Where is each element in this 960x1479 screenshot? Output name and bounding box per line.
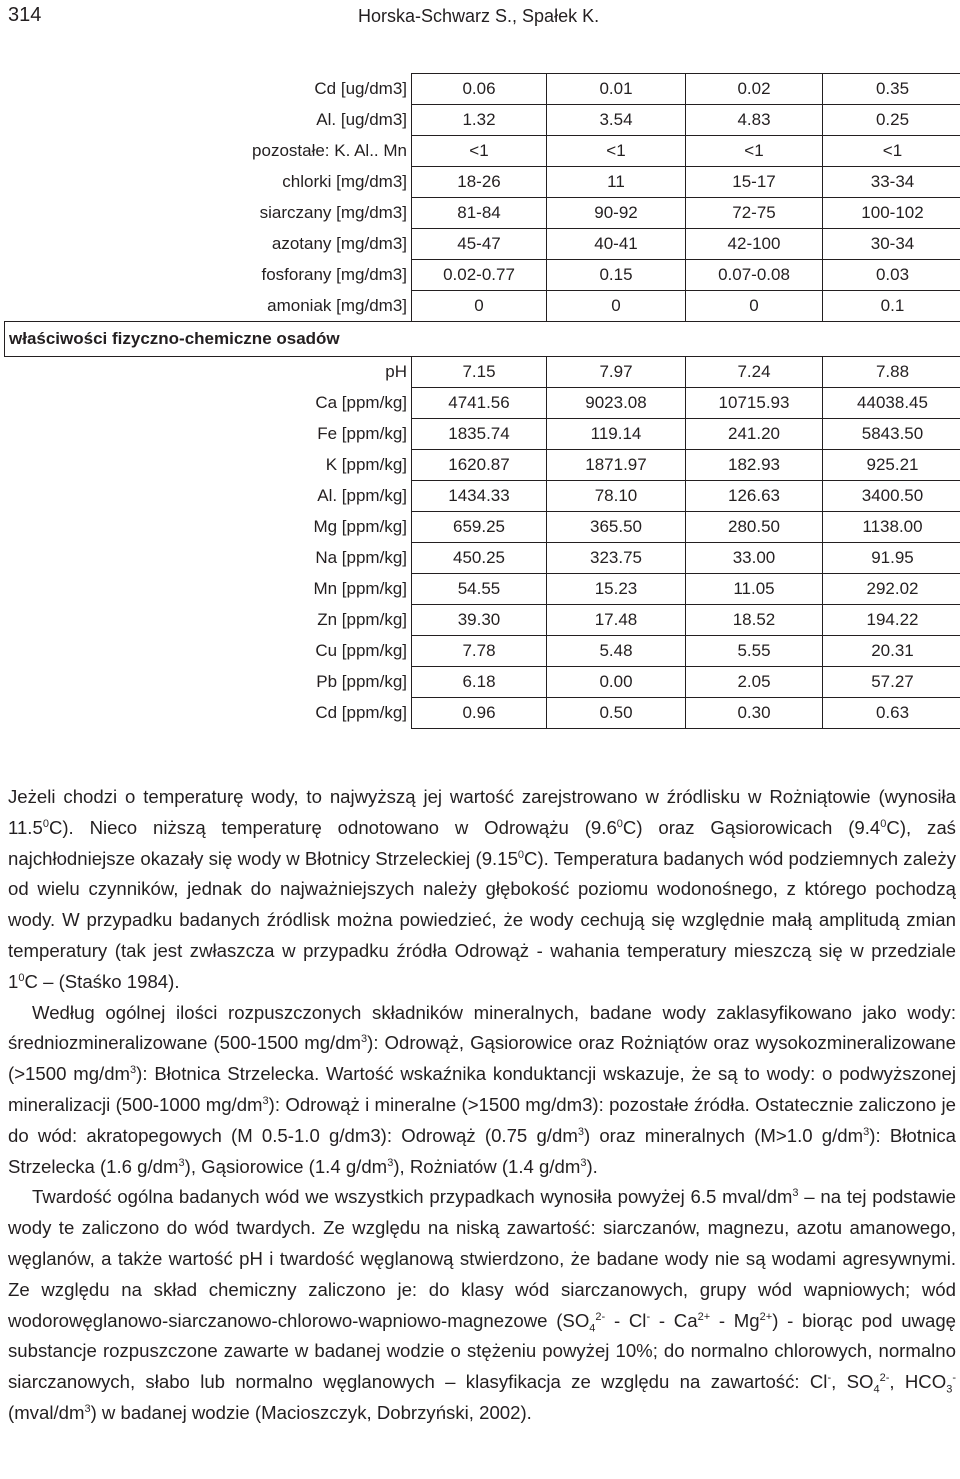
table-cell: 0.07-0.08 (686, 260, 823, 291)
table-cell: 4741.56 (412, 388, 547, 419)
table-cell: 20.31 (823, 636, 960, 667)
table-cell: 33.00 (686, 543, 823, 574)
table-cell: 15-17 (686, 167, 823, 198)
table-cell: 0.03 (823, 260, 960, 291)
table-cell: 2.05 (686, 667, 823, 698)
table-cell: 100-102 (823, 198, 960, 229)
running-head: Horska-Schwarz S., Spałek K. (358, 6, 600, 26)
table-cell: 0 (412, 291, 547, 322)
table-cell: 1138.00 (823, 512, 960, 543)
row-label: siarczany [mg/dm3] (5, 198, 412, 229)
page-number: 314 (8, 4, 42, 26)
table-cell: 659.25 (412, 512, 547, 543)
table-row (5, 357, 960, 388)
table-cell: 0 (686, 291, 823, 322)
section-title: właściwości fizyczno-chemiczne osadów (5, 322, 960, 357)
row-label: Zn [ppm/kg] (5, 605, 412, 636)
table-cell: 3.54 (547, 105, 686, 136)
table-cell: 9023.08 (547, 388, 686, 419)
table-row (5, 105, 960, 136)
paragraph-temperature: Jeżeli chodzi o temperaturę wody, to najwyższą jej wartość zarejstrowano w źródlisku w Rożniątowie (wynosiła 11.5$^0$C). Nieco niższą temperaturę odnotowano w Odrowążu $(9.6^0C)$ oraz Gąsiorowicach $(9.4^0C)$, zaś najchłodniejsze okazały się wody w Błotnicy Strzeleckiej (9.15$^0$C). Temperatura badanych wód podziemnych zależy od wielu czynników, jednak do najważniejszych należy głębokość poziomu wodonośnego, z którego pochodzą wody. W przypadku badanych źródlisk można powiedzieć, że wody cechują się względnie małą amplitudą zmian temperatury (tak jest zwłaszcza w przypadku źródła Odrowąż - wahania temperatury mieszczą się w przedziale $1^0C$ – (Staśko 1984). (8, 786, 956, 992)
table-cell: 39.30 (412, 605, 547, 636)
table-cell: 323.75 (547, 543, 686, 574)
table-cell: 0.30 (686, 698, 823, 729)
table-cell: 292.02 (823, 574, 960, 605)
table-cell: 119.14 (547, 419, 686, 450)
table-cell: 280.50 (686, 512, 823, 543)
table-cell: 194.22 (823, 605, 960, 636)
table-cell: 1835.74 (412, 419, 547, 450)
row-label: pozostałe: K. Al.. Mn (5, 136, 412, 167)
table-cell: 1434.33 (412, 481, 547, 512)
table-cell: 0.02 (686, 74, 823, 105)
row-label: Cu [ppm/kg] (5, 636, 412, 667)
table-cell: 0.02-0.77 (412, 260, 547, 291)
table-row (5, 229, 960, 260)
table-cell: 0.15 (547, 260, 686, 291)
section-row (5, 322, 960, 357)
table-cell: 44038.45 (823, 388, 960, 419)
table-cell: 0.1 (823, 291, 960, 322)
table-cell: 72-75 (686, 198, 823, 229)
paragraph-hardness: Twardość ogólna badanych wód we wszystkich przypadkach wynosiła powyżej 6.5 mval/$dm^3$ – na tej podstawie wody te zaliczono do wód twardych. Ze względu na niską zawartość: siarczanów, magnezu, azotu amanowego, węglanów, a także wartość pH i twardość węglanową stwierdzono, że badane wody nie są wodami agresywnymi. Ze względu na skład chemiczny zaliczono je: do klasy wód siarczanowych, grupy wód wapniowych; wód wodorowęglanowo-siarczanowo-chlorowo-wapniowo-magnezowe $(SO_4^{2-} - Cl^- - Ca^{2+} - Mg^{2+})$ - biorąc pod uwagę substancje rozpuszczone zawarte w badanej wodzie o stężeniu powyżej 10%; do normalno chlorowych, normalno siarczanowych, słabo lub normalno węglanowych – klasyfikacja ze względu na zawartość: Cl-, $SO_4^{2-}$, $HCO_3^-$ $(mval/dm^3)$ w badanej wodzie (Macioszczyk, Dobrzyński, 2002). (8, 1186, 956, 1423)
table-cell: 33-34 (823, 167, 960, 198)
table-cell: 17.48 (547, 605, 686, 636)
table-row (5, 667, 960, 698)
table-row (5, 543, 960, 574)
table-cell: 5.55 (686, 636, 823, 667)
row-label: azotany [mg/dm3] (5, 229, 412, 260)
table-row (5, 450, 960, 481)
table-cell: 0.06 (412, 74, 547, 105)
table-cell: 1.32 (412, 105, 547, 136)
table-cell: 30-34 (823, 229, 960, 260)
table-cell: 78.10 (547, 481, 686, 512)
table-cell: 81-84 (412, 198, 547, 229)
table-cell: 0.63 (823, 698, 960, 729)
page-header (8, 4, 952, 36)
body-text (8, 782, 956, 1429)
table-cell: 5.48 (547, 636, 686, 667)
paragraph-mineralization: Według ogólnej ilości rozpuszczonych składników mineralnych, badane wody zaklasyfikowano jako wody: średniozmineralizowane (500-1500 $mg/dm^3$): Odrowąż, Gąsiorowice oraz Rożniątów oraz wysokozmineralizowane (>1500 $mg/dm^3$): Błotnica Strzelecka. Wartość wskaźnika konduktancji wskazuje, że są to wody: o podwyższonej mineralizacji (500-1000 $mg/dm^3$): Odrowąż i mineralne (>1500 mg/dm3): pozostałe źródła. Ostatecznie zaliczono je do wód: akratopegowych (M 0.5-1.0 g/dm3): Odrowąż (0.75 $g/dm^3$) oraz mineralnych (M>1.0 $g/dm^3$): Błotnica Strzelecka (1.6 $g/dm^3$), Gąsiorowice (1.4 $g/dm^3$), Rożniatów (1.4 $g/dm^3$). (8, 1001, 956, 1177)
table-cell: 1620.87 (412, 450, 547, 481)
table-cell: 11.05 (686, 574, 823, 605)
table-cell: 925.21 (823, 450, 960, 481)
table-row (5, 605, 960, 636)
table-cell: 182.93 (686, 450, 823, 481)
row-label: Ca [ppm/kg] (5, 388, 412, 419)
table-cell: 0 (547, 291, 686, 322)
table-cell: 7.97 (547, 357, 686, 388)
table-cell: 1871.97 (547, 450, 686, 481)
table-cell: 365.50 (547, 512, 686, 543)
table-cell: 15.23 (547, 574, 686, 605)
table-cell: <1 (412, 136, 547, 167)
table-cell: 3400.50 (823, 481, 960, 512)
row-label: amoniak [mg/dm3] (5, 291, 412, 322)
table-row (5, 291, 960, 322)
table-cell: 0.50 (547, 698, 686, 729)
table-cell: 6.18 (412, 667, 547, 698)
table-row (5, 198, 960, 229)
table-row (5, 167, 960, 198)
table-row (5, 419, 960, 450)
row-label: Mn [ppm/kg] (5, 574, 412, 605)
table-cell: 0.35 (823, 74, 960, 105)
table-cell: <1 (686, 136, 823, 167)
table-cell: <1 (547, 136, 686, 167)
water-sediment-table (4, 73, 960, 729)
row-label: Na [ppm/kg] (5, 543, 412, 574)
table-cell: 54.55 (412, 574, 547, 605)
row-label: Cd [ppm/kg] (5, 698, 412, 729)
table-cell: 450.25 (412, 543, 547, 574)
table-row (5, 74, 960, 105)
table-row (5, 636, 960, 667)
table-row (5, 512, 960, 543)
table-cell: 0.25 (823, 105, 960, 136)
table-row (5, 574, 960, 605)
table-cell: 42-100 (686, 229, 823, 260)
row-label: pH (5, 357, 412, 388)
table-cell: 11 (547, 167, 686, 198)
row-label: fosforany [mg/dm3] (5, 260, 412, 291)
row-label: Pb [ppm/kg] (5, 667, 412, 698)
table-cell: 91.95 (823, 543, 960, 574)
table-cell: 0.01 (547, 74, 686, 105)
table-row (5, 698, 960, 729)
table-row (5, 481, 960, 512)
table-cell: 4.83 (686, 105, 823, 136)
row-label: K [ppm/kg] (5, 450, 412, 481)
row-label: chlorki [mg/dm3] (5, 167, 412, 198)
row-label: Fe [ppm/kg] (5, 419, 412, 450)
table-cell: 5843.50 (823, 419, 960, 450)
table-cell: 45-47 (412, 229, 547, 260)
table-row (5, 388, 960, 419)
table-row (5, 136, 960, 167)
table-cell: 18-26 (412, 167, 547, 198)
table-cell: 57.27 (823, 667, 960, 698)
row-label: Cd [ug/dm3] (5, 74, 412, 105)
table-cell: 90-92 (547, 198, 686, 229)
table-cell: 40-41 (547, 229, 686, 260)
table-row (5, 260, 960, 291)
table-cell: 18.52 (686, 605, 823, 636)
row-label: Al. [ug/dm3] (5, 105, 412, 136)
table-cell: 7.15 (412, 357, 547, 388)
row-label: Mg [ppm/kg] (5, 512, 412, 543)
table-cell: 7.24 (686, 357, 823, 388)
table-cell: 0.00 (547, 667, 686, 698)
table-cell: 10715.93 (686, 388, 823, 419)
table-cell: 7.88 (823, 357, 960, 388)
table-cell: 0.96 (412, 698, 547, 729)
table-cell: <1 (823, 136, 960, 167)
table-cell: 126.63 (686, 481, 823, 512)
table-cell: 241.20 (686, 419, 823, 450)
table-cell: 7.78 (412, 636, 547, 667)
row-label: Al. [ppm/kg] (5, 481, 412, 512)
